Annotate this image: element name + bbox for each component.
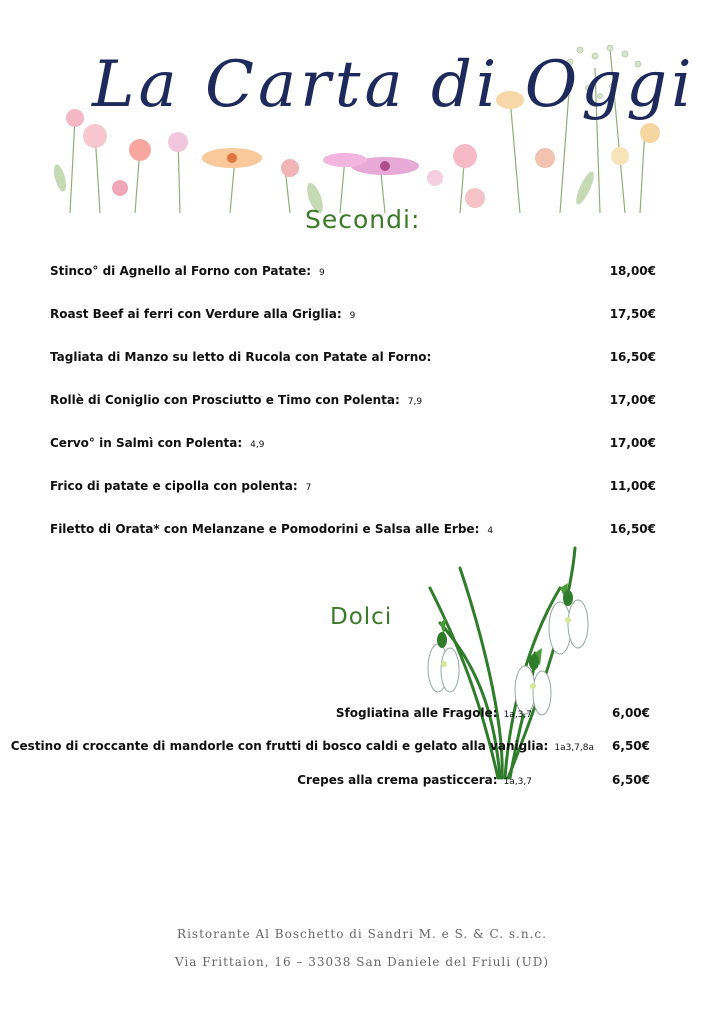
dessert-price: 6,50€ [612, 773, 650, 787]
dish-name: Cervo° in Salmì con Polenta: 4,9 [50, 436, 265, 450]
dessert-price: 6,00€ [612, 706, 650, 720]
dish-allergens: 9 [349, 311, 356, 321]
dessert-allergens: 1a,3,7 [503, 777, 532, 787]
secondi-item [50, 264, 656, 284]
dolci-item [10, 739, 650, 759]
dolci-item [50, 706, 650, 726]
dessert-allergens: 1a,3,7 [503, 710, 532, 720]
dish-allergens: 4 [487, 526, 494, 536]
dessert-name: Crepes alla crema pasticcera: 1a,3,7 [297, 773, 532, 787]
dish-name: Tagliata di Manzo su letto di Rucola con Patate al Forno: [50, 350, 432, 364]
dish-name: Filetto di Orata* con Melanzane e Pomodorini e Salsa alle Erbe: 4 [50, 522, 494, 536]
dish-name: Stinco° di Agnello al Forno con Patate: 9 [50, 264, 325, 278]
dessert-name: Cestino di croccante di mandorle con frutti di bosco caldi e gelato alla vaniglia: 1a3,7,8a [10, 739, 594, 753]
secondi-item [50, 479, 656, 499]
dish-allergens: 4,9 [250, 440, 265, 450]
dolci-section-title: Dolci [330, 604, 393, 630]
dish-price: 17,00€ [609, 393, 656, 407]
secondi-item [50, 393, 656, 413]
dish-price: 16,50€ [609, 522, 656, 536]
dish-price: 18,00€ [609, 264, 656, 278]
dolci-item [50, 773, 650, 793]
dessert-price: 6,50€ [612, 739, 650, 753]
footer-restaurant-name: Ristorante Al Boschetto di Sandri M. e S. & C. s.n.c. [177, 927, 547, 941]
dish-name: Frico di patate e cipolla con polenta: 7 [50, 479, 312, 493]
dish-name: Roast Beef ai ferri con Verdure alla Griglia: 9 [50, 307, 356, 321]
footer-address: Via Frittaion, 16 – 33038 San Daniele del Friuli (UD) [174, 955, 550, 969]
dish-allergens: 7 [305, 483, 312, 493]
dish-price: 16,50€ [609, 350, 656, 364]
dish-price: 11,00€ [609, 479, 656, 493]
secondi-item [50, 436, 656, 456]
secondi-item [50, 350, 656, 370]
dish-price: 17,00€ [609, 436, 656, 450]
dish-price: 17,50€ [609, 307, 656, 321]
dish-allergens: 9 [319, 268, 325, 278]
dessert-name: Sfogliatina alle Fragole: 1a,3,7 [335, 706, 532, 720]
menu-title: La Carta di Oggi [92, 48, 696, 122]
dish-name: Rollè di Coniglio con Prosciutto e Timo con Polenta: 7,9 [50, 393, 423, 407]
secondi-item [50, 307, 656, 327]
dessert-allergens: 1a3,7,8a [554, 743, 594, 753]
dish-allergens: 7,9 [407, 397, 423, 407]
secondi-section-title: Secondi: [305, 205, 421, 234]
